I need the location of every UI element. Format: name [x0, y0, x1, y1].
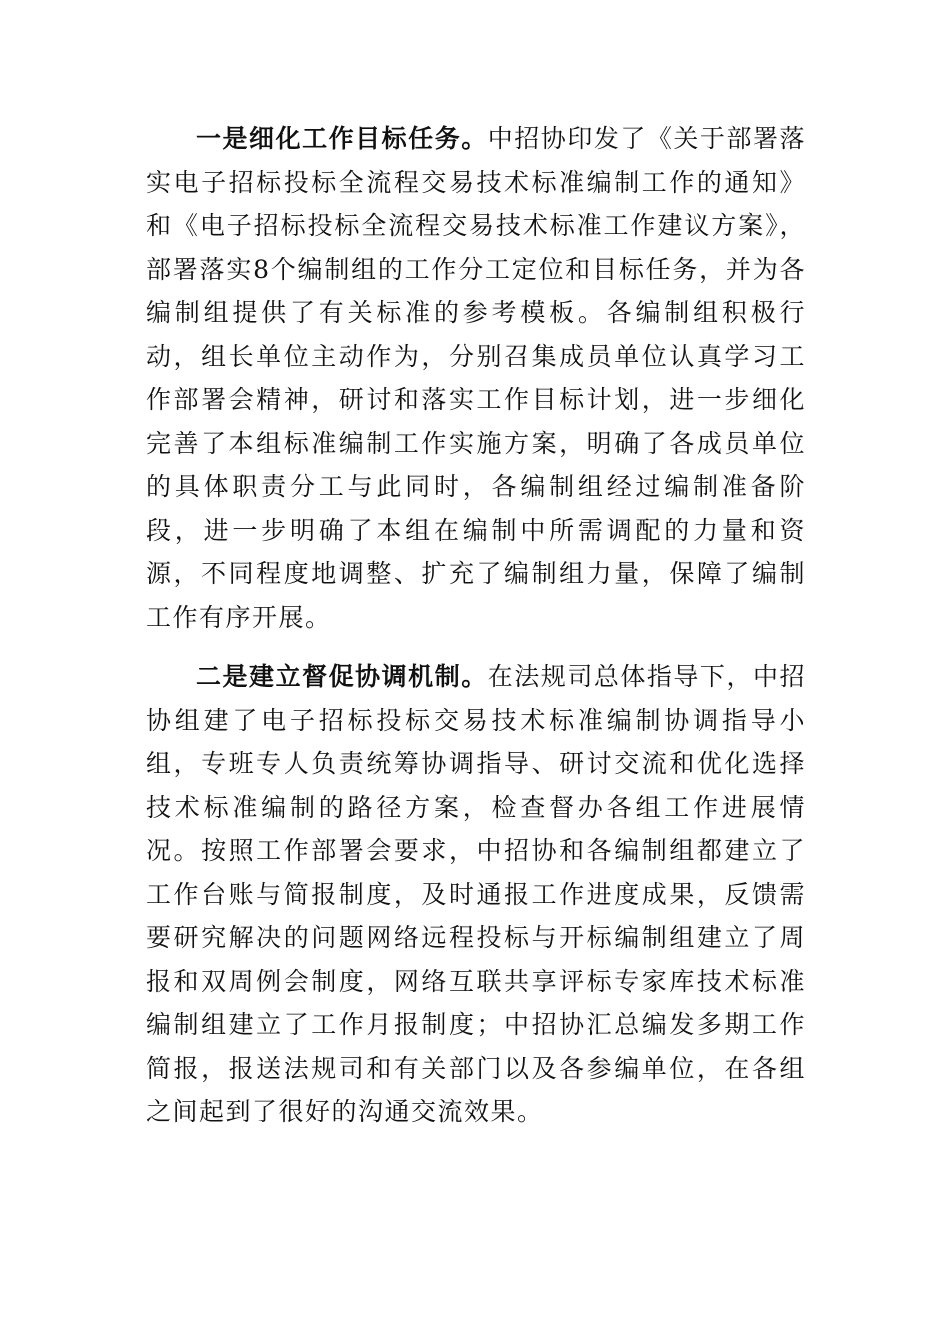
paragraph-1	[146, 117, 806, 639]
paragraph-1-lead: 一是细化工作目标任务。	[196, 124, 488, 153]
paragraph-2-text: 在法规司总体指导下，中招协组建了电子招标投标交易技术标准编制协调指导小组，专班专人负责统筹协调指导、研讨交流和优化选择技术标准编制的路径方案，检查督办各组工作进展情况。按照工作部署会要求，中招协和各编制组都建立了工作台账与简报制度，及时通报工作进度成果，反馈需要研究解决的问题网络远程投标与开标编制组建立了周报和双周例会制度，网络互联共享评标专家库技术标准编制组建立了工作月报制度；中招协汇总编发多期工作简报，报送法规司和有关部门以及各参编单位，在各组之间起到了很好的沟通交流效果。	[146, 662, 806, 1126]
paragraph-2	[146, 655, 806, 1134]
document-body	[146, 117, 806, 1134]
paragraph-2-lead: 二是建立督促协调机制。	[196, 662, 488, 691]
paragraph-1-text: 中招协印发了《关于部署落实电子招标投标全流程交易技术标准编制工作的通知》和《电子招标投标全流程交易技术标准工作建议方案》，部署落实8个编制组的工作分工定位和目标任务，并为各编制组提供了有关标准的参考模板。各编制组积极行动，组长单位主动作为，分别召集成员单位认真学习工作部署会精神，研讨和落实工作目标计划，进一步细化完善了本组标准编制工作实施方案，明确了各成员单位的具体职责分工与此同时，各编制组经过编制准备阶段，进一步明确了本组在编制中所需调配的力量和资源，不同程度地调整、扩充了编制组力量，保障了编制工作有序开展。	[146, 124, 806, 632]
